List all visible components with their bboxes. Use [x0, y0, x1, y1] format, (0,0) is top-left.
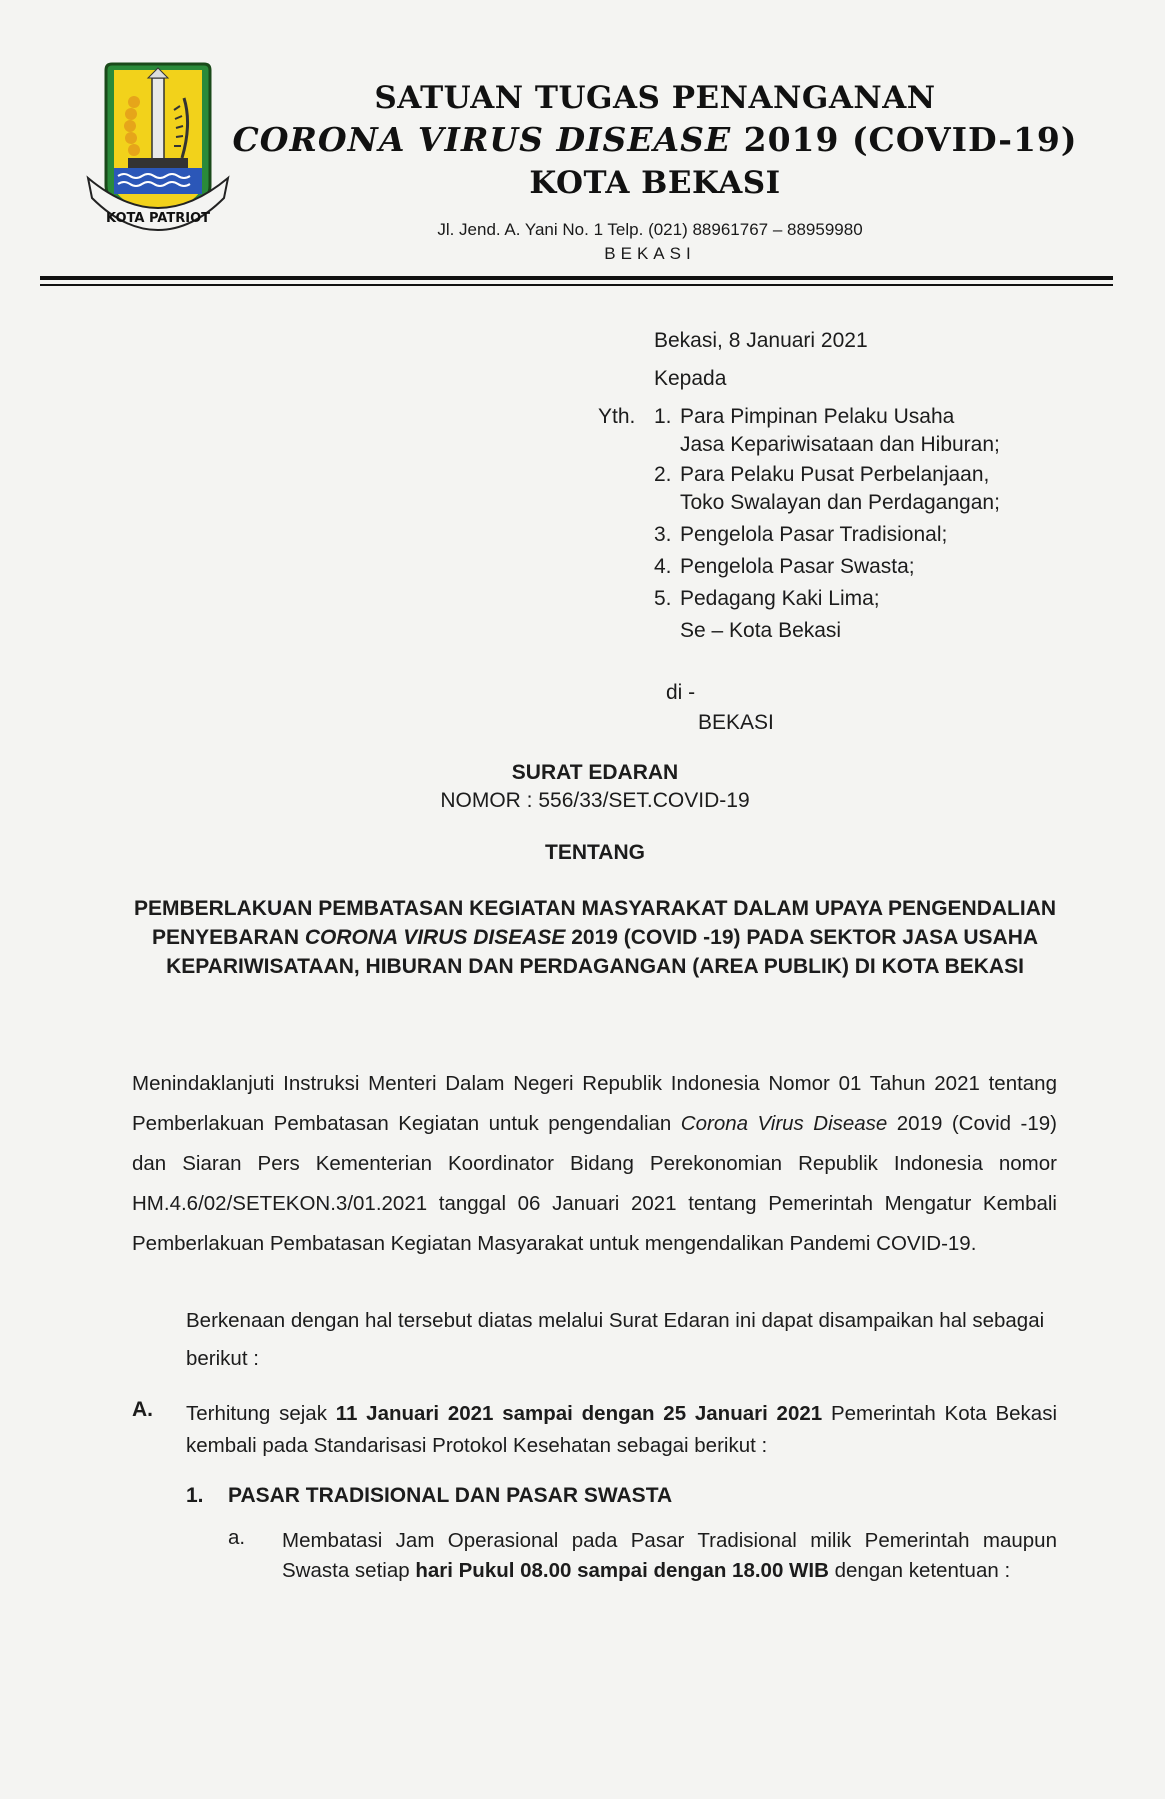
subitem-a-text2: dengan ketentuan :: [828, 1559, 1011, 1582]
subsection-1-num: 1.: [186, 1484, 204, 1507]
letterhead-rule-thick: [40, 276, 1113, 280]
recipient-item-4-line1: Pengelola Pasar Swasta;: [680, 555, 915, 578]
letterhead-rule-thin: [40, 284, 1113, 286]
subsection-1-title: PASAR TRADISIONAL DAN PASAR SWASTA: [228, 1484, 673, 1507]
recipient-place: BEKASI: [698, 711, 774, 734]
subitem-a-bold: hari Pukul 08.00 sampai dengan 18.00 WIB: [415, 1559, 829, 1582]
body-p1-italic: Corona Virus Disease: [680, 1112, 888, 1135]
recipient-yth: Yth.: [598, 405, 636, 428]
recipient-item-3-line1: Pengelola Pasar Tradisional;: [680, 523, 948, 546]
kota-bekasi-emblem-icon: [84, 58, 232, 234]
subject-title-italic: CORONA VIRUS DISEASE: [304, 926, 566, 949]
subitem-a-label: a.: [228, 1526, 246, 1549]
letter-date: Bekasi, 8 Januari 2021: [654, 329, 868, 352]
address-line: Jl. Jend. A. Yani No. 1 Telp. (021) 88961767 – 88959980: [437, 220, 863, 239]
letterhead-line1: SATUAN TUGAS PENANGANAN: [374, 80, 936, 116]
recipient-item-1-num: 1.: [654, 405, 672, 428]
section-a-text2: Pemerintah Kota Bekasi kembali pada Standarisasi Protokol Kesehatan sebagai berikut :: [186, 1402, 1058, 1457]
subject-title-part1: PEMBERLAKUAN PEMBATASAN KEGIATAN MASYARAKAT DALAM UPAYA PENGENDALIAN PENYEBARAN: [133, 897, 1057, 949]
recipient-item-3-num: 3.: [654, 523, 672, 546]
letterhead-line2-rest: 2019 (COVID-19): [731, 120, 1078, 159]
subitem-a-text1: Membatasi Jam Operasional pada Pasar Tradisional milik Pemerintah maupun Swasta setiap: [282, 1529, 1057, 1582]
letterhead-line2: [230, 118, 1080, 162]
recipient-se: Se – Kota Bekasi: [680, 619, 842, 642]
tentang-heading: TENTANG: [545, 841, 645, 864]
recipient-item-5-line1: Pedagang Kaki Lima;: [680, 587, 880, 610]
recipient-item-1-line2: Jasa Kepariwisataan dan Hiburan;: [680, 433, 1000, 456]
surat-edaran-heading: SURAT EDARAN: [511, 761, 679, 784]
body-paragraph-1: [132, 1064, 1057, 1264]
recipient-item-1-line1: Para Pimpinan Pelaku Usaha: [680, 405, 955, 428]
section-a-bold: 11 Januari 2021 sampai dengan 25 Januari 2021: [335, 1402, 823, 1425]
recipient-kepada: Kepada: [654, 367, 727, 390]
subsection-1-heading: [186, 1484, 672, 1508]
subject-title-part2: 2019 (COVID -19) PADA SEKTOR JASA USAHA KEPARIWISATAAN, HIBURAN DAN PERDAGANGAN (AREA PUBLIK) DI KOTA BEKASI: [166, 926, 1039, 978]
letterhead-address: [300, 218, 1000, 266]
body-p1-part2: 2019 (Covid -19) dan Siaran Pers Kementerian Koordinator Bidang Perekonomian Republik Indonesia nomor HM.4.6/02/SETEKON.3/01.2021 tanggal 06 Januari 2021 tentang Pemerintah Mengatur Kembali Pemberlakuan Pembatasan Kegiatan Masyarakat untuk mengendalikan Pandemi COVID-19.: [132, 1112, 1057, 1255]
recipient-di: di -: [666, 681, 696, 704]
letterhead-line2-italic: CORONA VIRUS DISEASE: [232, 120, 732, 159]
section-a-label: A.: [132, 1398, 153, 1421]
section-a-text: [186, 1398, 1057, 1462]
body-paragraph-2: Berkenaan dengan hal tersebut diatas melalui Surat Edaran ini dapat disampaikan hal sebagai berikut :: [186, 1309, 1045, 1370]
subject-title: [90, 894, 1100, 981]
letterhead-line3: KOTA BEKASI: [529, 165, 781, 201]
letterhead: [230, 78, 1080, 204]
subitem-a-text: [282, 1526, 1057, 1586]
recipient-item-2-line1: Para Pelaku Pusat Perbelanjaan,: [680, 463, 990, 486]
recipient-item-5-num: 5.: [654, 587, 672, 610]
section-a-text1: Terhitung sejak: [186, 1402, 336, 1425]
recipient-item-2-line2: Toko Swalayan dan Perdagangan;: [680, 491, 1000, 514]
emblem-ribbon-text: KOTA PATRIOT: [105, 211, 211, 226]
surat-edaran-nomor: NOMOR : 556/33/SET.COVID-19: [440, 789, 750, 812]
body-p1-part1: Menindaklanjuti Instruksi Menteri Dalam Negeri Republik Indonesia Nomor 01 Tahun 2021 tentang Pemberlakuan Pembatasan Kegiatan untuk pengendalian: [132, 1072, 1057, 1135]
recipient-item-2-num: 2.: [654, 463, 672, 486]
recipient-item-4-num: 4.: [654, 555, 672, 578]
address-city: BEKASI: [604, 244, 696, 263]
